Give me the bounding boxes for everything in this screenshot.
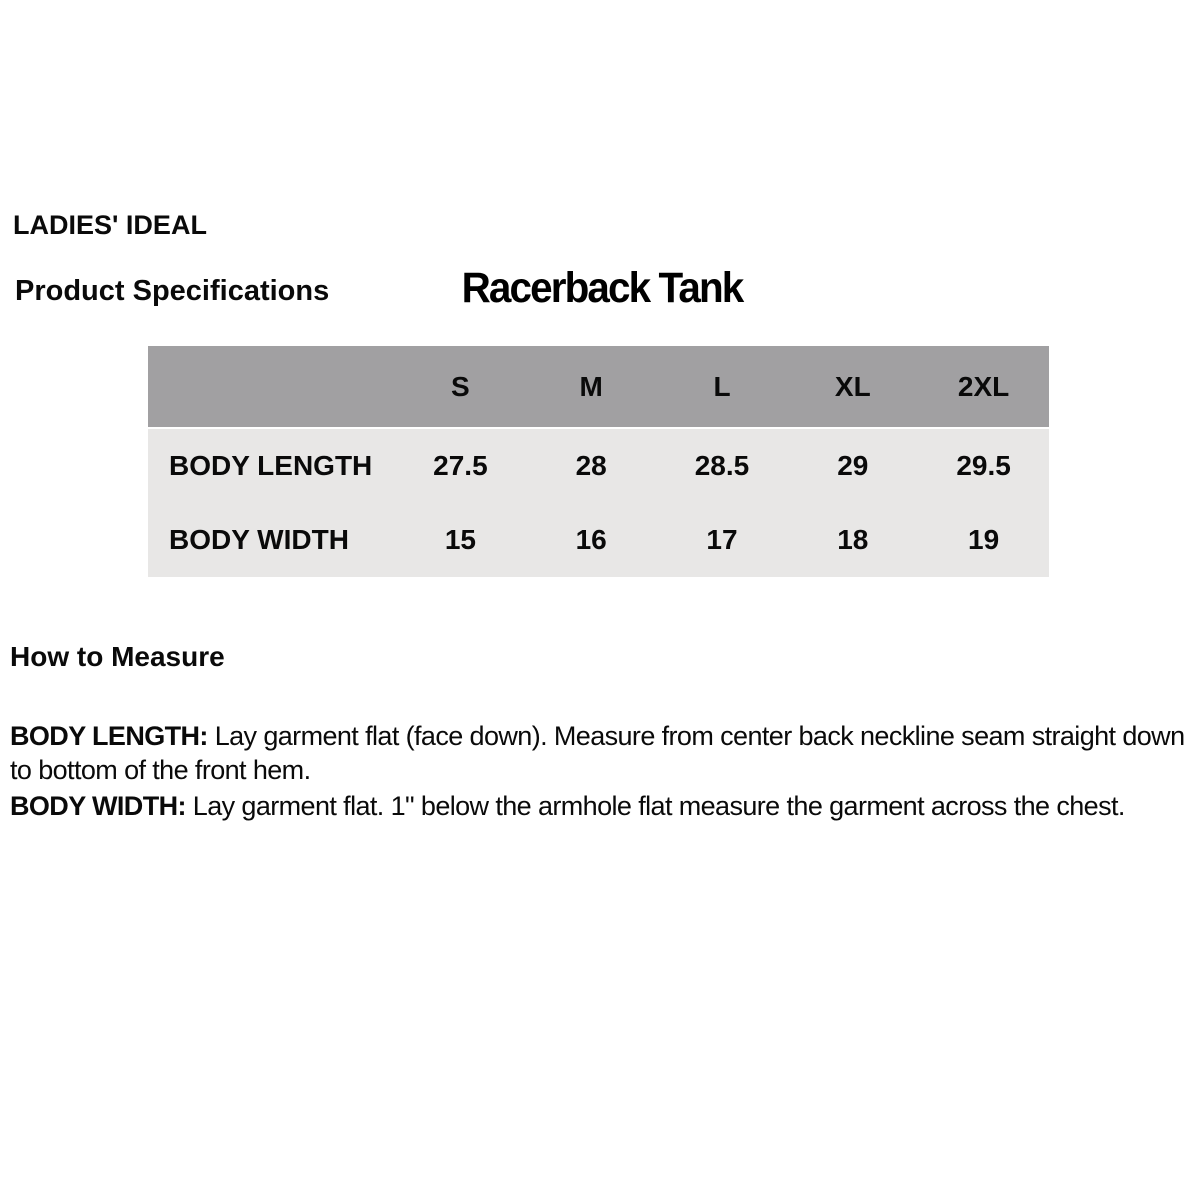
how-to-measure-heading: How to Measure xyxy=(10,641,225,672)
body-width-value-s: 15 xyxy=(444,524,476,555)
body-width-text: Lay garment flat. 1" below the armhole flat measure the garment across the chest. xyxy=(192,791,1125,821)
column-header-xl: XL xyxy=(834,370,871,402)
table-row-body-length xyxy=(148,429,1049,503)
column-header-m: M xyxy=(579,370,603,402)
body-width-value-l: 17 xyxy=(706,524,738,555)
product-name: Racerback Tank xyxy=(461,264,743,312)
table-row-body-width xyxy=(148,503,1049,577)
brand-title: LADIES' IDEAL xyxy=(13,210,207,240)
body-length-value-s: 27.5 xyxy=(433,450,488,481)
body-width-value-m: 16 xyxy=(575,524,607,555)
body-width-description xyxy=(10,789,1200,823)
body-length-term: BODY LENGTH: xyxy=(10,721,208,751)
body-length-value-l: 28.5 xyxy=(694,450,750,481)
column-header-s: S xyxy=(451,370,470,402)
body-width-value-xl: 18 xyxy=(837,524,869,555)
body-length-text: Lay garment flat (face down). Measure from center back neckline seam straight down to bottom of the front hem. xyxy=(10,721,1185,785)
size-chart-table xyxy=(148,346,1049,577)
size-chart-header-row xyxy=(148,346,1049,429)
section-title: Product Specifications xyxy=(15,275,330,307)
column-header-2xl: 2XL xyxy=(957,370,1010,402)
body-width-term: BODY WIDTH: xyxy=(10,791,186,821)
body-length-value-m: 28 xyxy=(575,450,607,481)
row-label-body-length: BODY LENGTH xyxy=(169,450,373,481)
body-width-value-2xl: 19 xyxy=(968,524,1000,555)
body-length-value-xl: 29 xyxy=(837,450,869,481)
row-label-body-width: BODY WIDTH xyxy=(169,524,349,555)
body-length-description xyxy=(10,719,1200,787)
body-length-value-2xl: 29.5 xyxy=(956,450,1011,481)
column-header-l: L xyxy=(713,370,731,402)
